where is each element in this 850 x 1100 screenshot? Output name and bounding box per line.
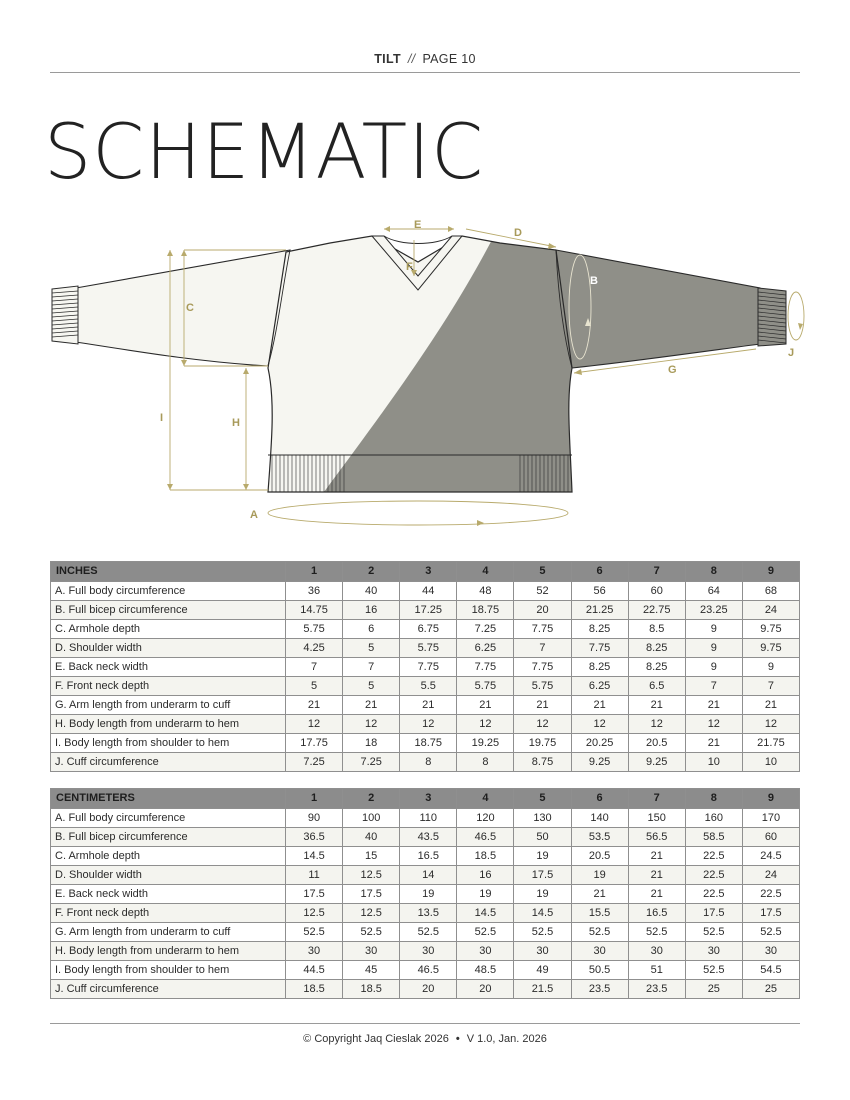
size-header: 6	[571, 562, 628, 582]
label-C: C	[186, 302, 194, 314]
measurement-value: 12	[286, 715, 343, 734]
measurement-value: 60	[742, 828, 799, 847]
measurement-value: 21.5	[514, 980, 571, 999]
measurement-value: 18.75	[457, 601, 514, 620]
sweater-schematic	[0, 200, 850, 540]
page-footer	[50, 1033, 800, 1045]
measurement-value: 52.5	[400, 923, 457, 942]
measurement-value: 18.5	[286, 980, 343, 999]
measurement-value: 20.5	[571, 847, 628, 866]
page-title: SCHEMATIC	[44, 107, 485, 196]
measurement-value: 17.5	[343, 885, 400, 904]
measurement-value: 21	[685, 734, 742, 753]
table-row	[51, 866, 800, 885]
measurement-value: 7.75	[571, 639, 628, 658]
pattern-name: TILT	[374, 52, 401, 66]
measurement-value: 6.75	[400, 620, 457, 639]
right-sleeve	[556, 250, 760, 368]
size-header: 5	[514, 562, 571, 582]
measurement-value: 7	[286, 658, 343, 677]
measurement-value: 19	[514, 885, 571, 904]
measurement-value: 52.5	[742, 923, 799, 942]
measurement-value: 10	[685, 753, 742, 772]
measurement-value: 30	[685, 942, 742, 961]
measurement-value: 130	[514, 809, 571, 828]
measurement-label: F. Front neck depth	[51, 677, 286, 696]
measurement-value: 64	[685, 582, 742, 601]
measurement-value: 21	[400, 696, 457, 715]
page-header	[50, 52, 800, 66]
table-row	[51, 904, 800, 923]
size-header: 7	[628, 789, 685, 809]
measurement-value: 7.75	[514, 620, 571, 639]
measurement-value: 5.75	[514, 677, 571, 696]
table-row	[51, 715, 800, 734]
table-row	[51, 961, 800, 980]
measurement-label: H. Body length from underarm to hem	[51, 942, 286, 961]
size-header: 6	[571, 789, 628, 809]
measurement-value: 50	[514, 828, 571, 847]
measurement-label: B. Full bicep circumference	[51, 601, 286, 620]
measurement-value: 14.5	[286, 847, 343, 866]
size-header: 3	[400, 789, 457, 809]
table-row	[51, 809, 800, 828]
measurement-value: 52.5	[514, 923, 571, 942]
size-header: 2	[343, 562, 400, 582]
measurement-value: 25	[742, 980, 799, 999]
measurement-value: 7	[343, 658, 400, 677]
measurement-value: 12	[343, 715, 400, 734]
measurement-value: 21	[628, 866, 685, 885]
measurement-label: I. Body length from shoulder to hem	[51, 734, 286, 753]
centimeters-size-table	[50, 788, 800, 999]
measurement-value: 20	[514, 601, 571, 620]
measurement-value: 9.75	[742, 639, 799, 658]
measurement-value: 22.5	[742, 885, 799, 904]
measurement-value: 17.5	[742, 904, 799, 923]
measurement-value: 18	[343, 734, 400, 753]
measurement-label: B. Full bicep circumference	[51, 828, 286, 847]
measurement-value: 21	[685, 696, 742, 715]
measurement-value: 17.5	[685, 904, 742, 923]
measurement-value: 19.25	[457, 734, 514, 753]
measurement-value: 24	[742, 601, 799, 620]
measurement-value: 30	[514, 942, 571, 961]
measurement-value: 68	[742, 582, 799, 601]
label-G: G	[668, 364, 677, 376]
measurement-value: 18.5	[457, 847, 514, 866]
measurement-value: 16.5	[628, 904, 685, 923]
unit-header: CENTIMETERS	[51, 789, 286, 809]
size-header: 3	[400, 562, 457, 582]
measurement-value: 5	[286, 677, 343, 696]
measurement-value: 6.25	[457, 639, 514, 658]
measurement-value: 12	[571, 715, 628, 734]
measurement-value: 52.5	[628, 923, 685, 942]
measurement-value: 20.5	[628, 734, 685, 753]
measurement-value: 12.5	[343, 866, 400, 885]
measurement-value: 13.5	[400, 904, 457, 923]
table-row	[51, 828, 800, 847]
measurement-label: A. Full body circumference	[51, 809, 286, 828]
label-B: B	[590, 275, 598, 287]
measurement-value: 11	[286, 866, 343, 885]
measurement-value: 19	[514, 847, 571, 866]
measurement-value: 52	[514, 582, 571, 601]
measurement-value: 8.25	[571, 620, 628, 639]
measurement-value: 12	[742, 715, 799, 734]
measurement-value: 21	[514, 696, 571, 715]
size-header: 5	[514, 789, 571, 809]
measurement-value: 30	[400, 942, 457, 961]
measurement-value: 5.75	[286, 620, 343, 639]
table-row	[51, 658, 800, 677]
measurement-value: 8.75	[514, 753, 571, 772]
table-row	[51, 582, 800, 601]
measurement-value: 30	[286, 942, 343, 961]
measurement-value: 30	[571, 942, 628, 961]
measurement-value: 44	[400, 582, 457, 601]
measurement-value: 48.5	[457, 961, 514, 980]
measurement-value: 7.25	[343, 753, 400, 772]
measurement-value: 12	[628, 715, 685, 734]
measurement-value: 9.25	[628, 753, 685, 772]
measurement-value: 21	[628, 885, 685, 904]
measurement-value: 44.5	[286, 961, 343, 980]
measurement-label: I. Body length from shoulder to hem	[51, 961, 286, 980]
measurement-label: D. Shoulder width	[51, 866, 286, 885]
measurement-value: 140	[571, 809, 628, 828]
measurement-value: 7.75	[400, 658, 457, 677]
measurement-value: 54.5	[742, 961, 799, 980]
size-header: 8	[685, 562, 742, 582]
measurement-value: 15.5	[571, 904, 628, 923]
measurement-value: 15	[343, 847, 400, 866]
measurement-value: 8	[457, 753, 514, 772]
measurement-value: 9	[685, 639, 742, 658]
measurement-value: 120	[457, 809, 514, 828]
measurement-value: 20	[400, 980, 457, 999]
measurement-value: 50.5	[571, 961, 628, 980]
table-row	[51, 677, 800, 696]
measurement-value: 21.25	[571, 601, 628, 620]
size-header: 1	[286, 789, 343, 809]
label-A: A	[250, 509, 258, 521]
measurement-value: 9.25	[571, 753, 628, 772]
measurement-value: 20	[457, 980, 514, 999]
inches-size-table	[50, 561, 800, 772]
measurement-value: 7.75	[457, 658, 514, 677]
label-H: H	[232, 417, 240, 429]
measurement-value: 60	[628, 582, 685, 601]
measurement-value: 21	[457, 696, 514, 715]
measurement-value: 52.5	[685, 961, 742, 980]
measurement-label: G. Arm length from underarm to cuff	[51, 923, 286, 942]
page-number: PAGE 10	[422, 52, 476, 66]
label-D: D	[514, 227, 522, 239]
measurement-value: 12	[457, 715, 514, 734]
measurement-value: 21	[286, 696, 343, 715]
centimeters-header-row	[51, 789, 800, 809]
measurement-value: 19	[457, 885, 514, 904]
measurement-value: 18.5	[343, 980, 400, 999]
size-header: 8	[685, 789, 742, 809]
measurement-value: 6	[343, 620, 400, 639]
measurement-label: A. Full body circumference	[51, 582, 286, 601]
measurement-value: 21	[742, 696, 799, 715]
measurement-value: 17.5	[514, 866, 571, 885]
measurement-value: 52.5	[286, 923, 343, 942]
measurement-value: 19	[400, 885, 457, 904]
measurement-value: 90	[286, 809, 343, 828]
measurement-value: 23.5	[628, 980, 685, 999]
measurement-value: 4.25	[286, 639, 343, 658]
measurement-value: 7.25	[286, 753, 343, 772]
measurement-label: E. Back neck width	[51, 658, 286, 677]
size-header: 2	[343, 789, 400, 809]
measurement-value: 8	[400, 753, 457, 772]
measurement-value: 58.5	[685, 828, 742, 847]
measurement-value: 5.75	[400, 639, 457, 658]
table-row	[51, 639, 800, 658]
measurement-label: F. Front neck depth	[51, 904, 286, 923]
measurement-value: 14.75	[286, 601, 343, 620]
table-row	[51, 847, 800, 866]
measurement-value: 21	[628, 696, 685, 715]
measurement-value: 12	[685, 715, 742, 734]
measurement-value: 14.5	[457, 904, 514, 923]
measurement-value: 8.25	[628, 658, 685, 677]
table-row	[51, 696, 800, 715]
version-text: V 1.0, Jan. 2026	[466, 1033, 547, 1045]
measurement-value: 12	[400, 715, 457, 734]
measurement-value: 100	[343, 809, 400, 828]
measurement-value: 46.5	[457, 828, 514, 847]
measurement-value: 20.25	[571, 734, 628, 753]
measurement-value: 46.5	[400, 961, 457, 980]
measurement-value: 22.5	[685, 866, 742, 885]
measurement-value: 14.5	[514, 904, 571, 923]
measurement-value: 16	[343, 601, 400, 620]
measurement-value: 5	[343, 639, 400, 658]
measurement-value: 16	[457, 866, 514, 885]
measurement-label: G. Arm length from underarm to cuff	[51, 696, 286, 715]
measurement-value: 48	[457, 582, 514, 601]
table-row	[51, 753, 800, 772]
measurement-value: 12.5	[343, 904, 400, 923]
footer-separator: •	[455, 1033, 460, 1045]
measurement-value: 8.25	[628, 639, 685, 658]
header-rule	[50, 72, 800, 73]
measurement-value: 14	[400, 866, 457, 885]
measurement-value: 7	[685, 677, 742, 696]
measurement-value: 21	[571, 696, 628, 715]
measurement-label: D. Shoulder width	[51, 639, 286, 658]
table-row	[51, 620, 800, 639]
label-I: I	[160, 412, 164, 424]
measurement-value: 19.75	[514, 734, 571, 753]
measurement-value: 52.5	[571, 923, 628, 942]
size-header: 9	[742, 562, 799, 582]
size-header: 7	[628, 562, 685, 582]
measurement-value: 5.75	[457, 677, 514, 696]
measurement-value: 7	[742, 677, 799, 696]
measurement-value: 9	[685, 658, 742, 677]
measurement-value: 23.5	[571, 980, 628, 999]
unit-header: INCHES	[51, 562, 286, 582]
measurement-value: 53.5	[571, 828, 628, 847]
measurement-value: 45	[343, 961, 400, 980]
copyright-text: © Copyright Jaq Cieslak 2026	[303, 1033, 449, 1045]
measurement-value: 40	[343, 828, 400, 847]
measurement-value: 21	[628, 847, 685, 866]
measurement-value: 110	[400, 809, 457, 828]
measurement-value: 8.25	[571, 658, 628, 677]
size-header: 9	[742, 789, 799, 809]
measurement-label: C. Armhole depth	[51, 620, 286, 639]
measurement-value: 56	[571, 582, 628, 601]
measurement-value: 18.75	[400, 734, 457, 753]
size-header: 4	[457, 562, 514, 582]
measurement-value: 16.5	[400, 847, 457, 866]
measurement-value: 5	[343, 677, 400, 696]
table-row	[51, 601, 800, 620]
measurement-value: 7	[514, 639, 571, 658]
measurement-label: E. Back neck width	[51, 885, 286, 904]
measurement-value: 36	[286, 582, 343, 601]
measurement-value: 24.5	[742, 847, 799, 866]
measurement-value: 30	[457, 942, 514, 961]
measurement-value: 12	[514, 715, 571, 734]
measurement-value: 25	[685, 980, 742, 999]
measurement-value: 6.25	[571, 677, 628, 696]
size-header: 1	[286, 562, 343, 582]
measurement-value: 52.5	[457, 923, 514, 942]
measurement-value: 22.5	[685, 847, 742, 866]
measurement-value: 30	[742, 942, 799, 961]
measurement-value: 7.75	[514, 658, 571, 677]
measurement-value: 21	[343, 696, 400, 715]
measurement-value: 52.5	[685, 923, 742, 942]
table-row	[51, 923, 800, 942]
measurement-value: 5.5	[400, 677, 457, 696]
table-row	[51, 980, 800, 999]
measurement-label: J. Cuff circumference	[51, 980, 286, 999]
measurement-label: H. Body length from underarm to hem	[51, 715, 286, 734]
size-header: 4	[457, 789, 514, 809]
label-F: F	[406, 261, 413, 273]
measurement-value: 30	[628, 942, 685, 961]
measurement-value: 10	[742, 753, 799, 772]
measurement-value: 7.25	[457, 620, 514, 639]
measurement-value: 52.5	[343, 923, 400, 942]
measurement-value: 6.5	[628, 677, 685, 696]
measurement-value: 21.75	[742, 734, 799, 753]
measurement-value: 12.5	[286, 904, 343, 923]
measurement-value: 24	[742, 866, 799, 885]
measurement-value: 17.75	[286, 734, 343, 753]
measurement-value: 40	[343, 582, 400, 601]
measurement-value: 19	[571, 866, 628, 885]
measurement-value: 43.5	[400, 828, 457, 847]
measurement-value: 160	[685, 809, 742, 828]
measurement-label: C. Armhole depth	[51, 847, 286, 866]
measurement-value: 150	[628, 809, 685, 828]
measurement-value: 56.5	[628, 828, 685, 847]
table-row	[51, 885, 800, 904]
header-separator: //	[407, 52, 416, 66]
table-row	[51, 942, 800, 961]
measurement-value: 9	[742, 658, 799, 677]
measurement-value: 8.5	[628, 620, 685, 639]
measurement-value: 30	[343, 942, 400, 961]
measurement-label: J. Cuff circumference	[51, 753, 286, 772]
measurement-value: 9	[685, 620, 742, 639]
measurement-value: 22.75	[628, 601, 685, 620]
measurement-value: 9.75	[742, 620, 799, 639]
measurement-value: 17.5	[286, 885, 343, 904]
table-row	[51, 734, 800, 753]
measurement-value: 49	[514, 961, 571, 980]
label-J: J	[788, 347, 795, 359]
footer-rule	[50, 1023, 800, 1024]
measurement-value: 23.25	[685, 601, 742, 620]
inches-header-row	[51, 562, 800, 582]
left-sleeve	[76, 250, 290, 366]
measurement-value: 170	[742, 809, 799, 828]
measurement-value: 36.5	[286, 828, 343, 847]
measurement-value: 21	[571, 885, 628, 904]
measurement-value: 22.5	[685, 885, 742, 904]
label-E: E	[414, 219, 422, 231]
measurement-value: 51	[628, 961, 685, 980]
measurement-value: 17.25	[400, 601, 457, 620]
